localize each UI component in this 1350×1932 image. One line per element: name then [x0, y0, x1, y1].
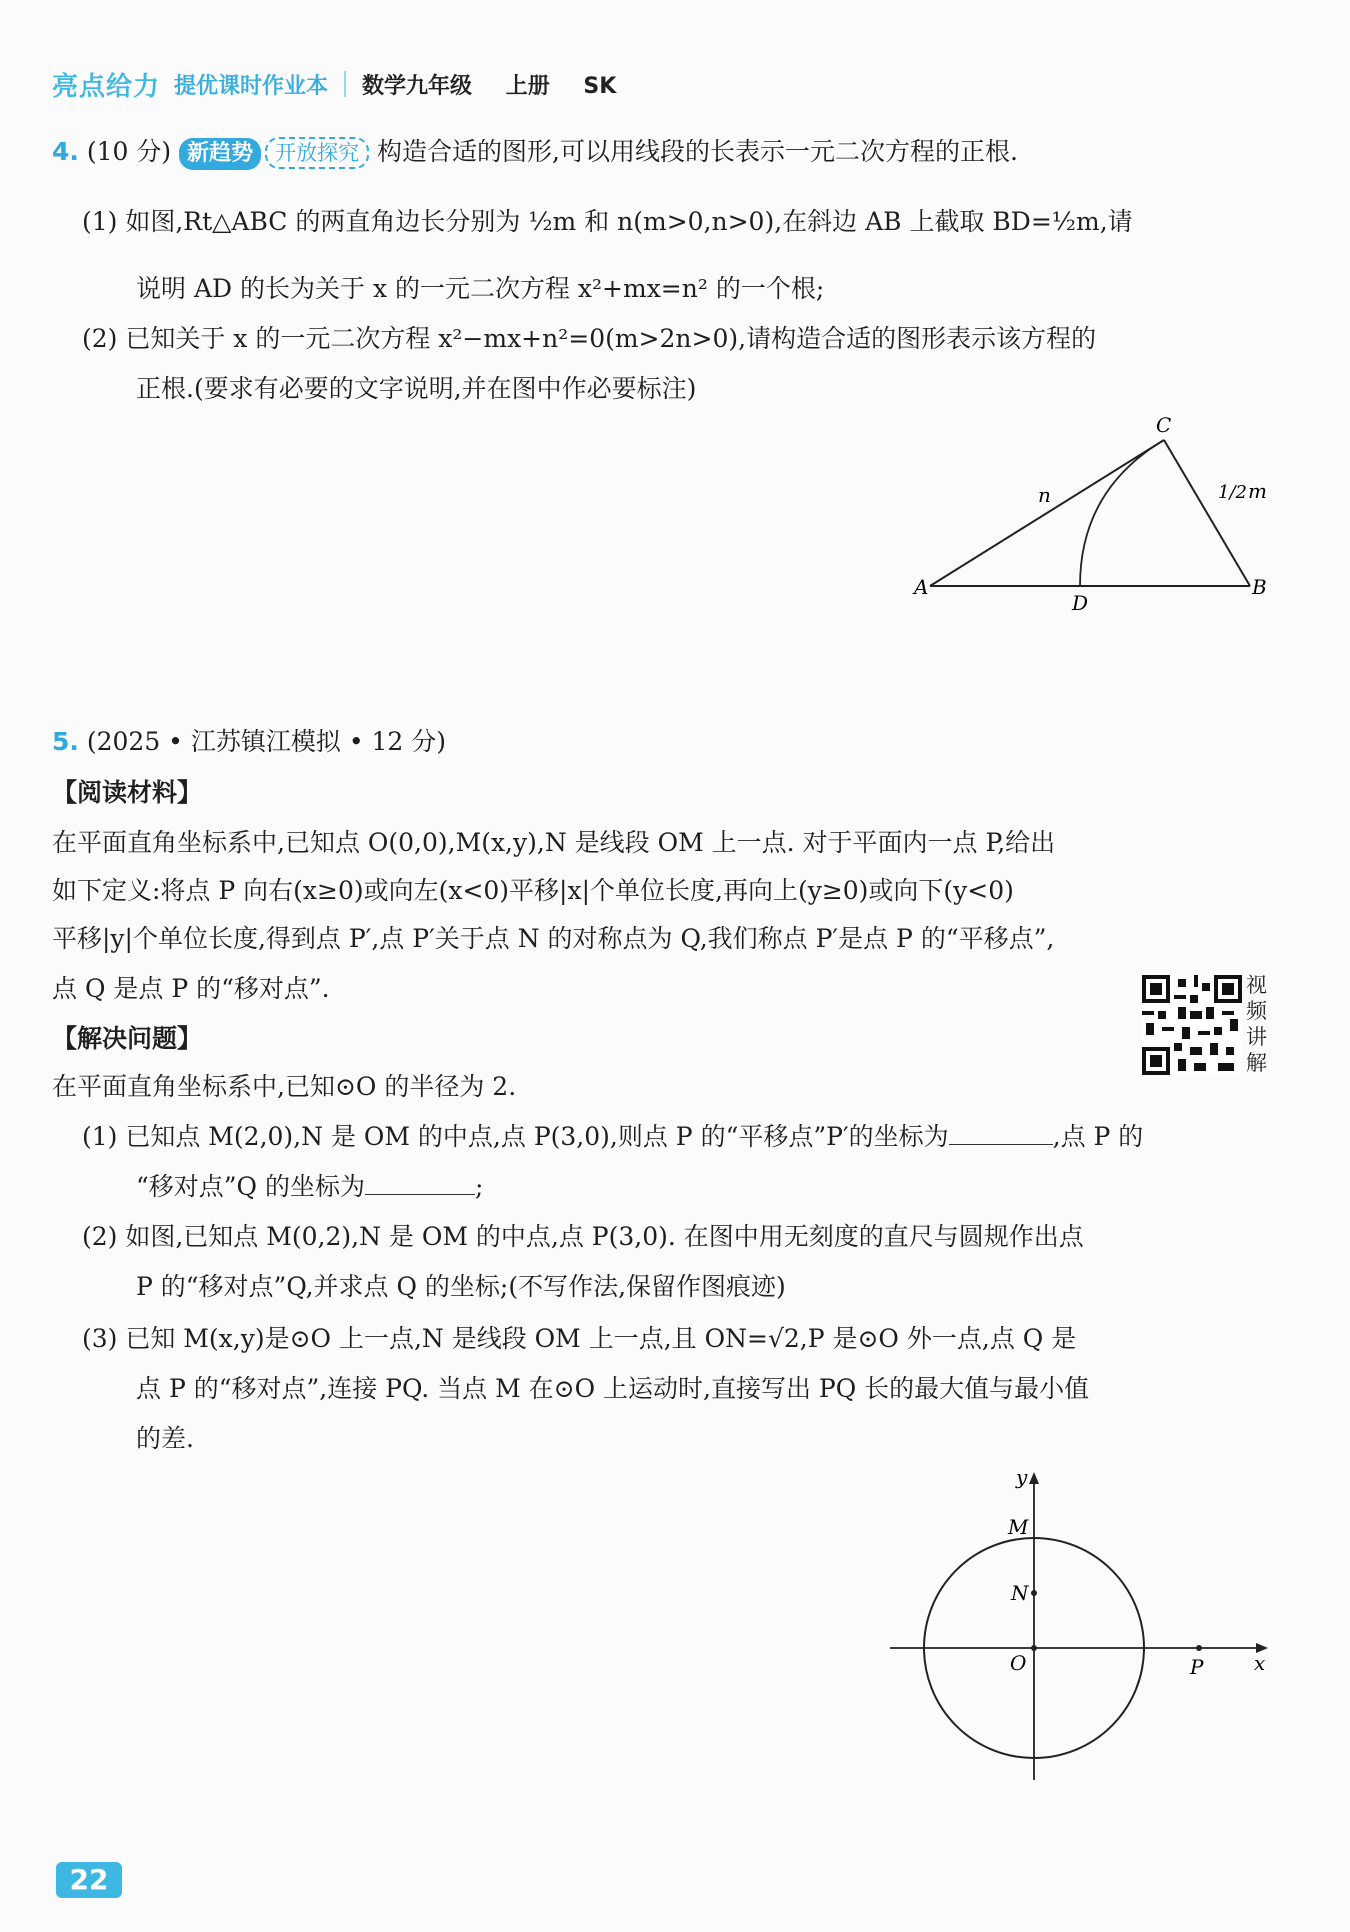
reading-line-3: 平移|y|个单位长度,得到点 P′,点 P′关于点 N 的对称点为 Q,我们称点 P′是点 P 的“平移点”, — [52, 924, 1055, 953]
point-n — [1031, 1590, 1037, 1596]
answer-blank-p-prime[interactable] — [949, 1120, 1053, 1145]
video-label-char: 频 — [1246, 999, 1267, 1023]
solve-intro: 在平面直角坐标系中,已知⊙O 的半径为 2. — [52, 1072, 517, 1101]
label-m: M — [1008, 1515, 1029, 1539]
video-label-char: 解 — [1246, 1051, 1267, 1075]
answer-blank-q[interactable] — [365, 1170, 475, 1195]
q5-part1-text-a: (1) 已知点 M(2,0),N 是 OM 的中点,点 P(3,0),则点 P 的“平移点”P′的坐标为 — [82, 1122, 949, 1151]
q5-part1-text-c: “移对点”Q 的坐标为 — [136, 1172, 366, 1201]
q5-part1-line2 — [136, 1170, 483, 1204]
reading-line-1: 在平面直角坐标系中,已知点 O(0,0),M(x,y),N 是线段 OM 上一点. 对于平面内一点 P,给出 — [52, 828, 1056, 857]
q4-part2-line2: 正根.(要求有必要的文字说明,并在图中作必要标注) — [136, 374, 697, 403]
q4-part2-line1: (2) 已知关于 x 的一元二次方程 x²−mx+n²=0(m>2n>0),请构造合适的图形表示该方程的 — [82, 324, 1097, 353]
q4-part1-line2: 说明 AD 的长为关于 x 的一元二次方程 x²+mx=n² 的一个根; — [136, 274, 825, 303]
video-label-char: 视 — [1246, 973, 1267, 997]
q4-part1-line1: (1) 如图,Rt△ABC 的两直角边长分别为 ½m 和 n(m>0,n>0),在斜边 AB 上截取 BD=½m,请 — [82, 207, 1133, 236]
reading-material-title: 【阅读材料】 — [52, 778, 203, 807]
side-ac — [930, 440, 1164, 586]
label-p: P — [1190, 1655, 1204, 1679]
reading-line-2: 如下定义:将点 P 向右(x≥0)或向左(x<0)平移|x|个单位长度,再向上(y≥0)或向下(y<0) — [52, 876, 1014, 905]
label-d: D — [1072, 591, 1089, 615]
q5-part1-line1 — [82, 1120, 1143, 1154]
q5-part1-text-b: ,点 P 的 — [1052, 1122, 1144, 1151]
q5-part1-text-d: ; — [475, 1172, 484, 1201]
solve-problem-title: 【解决问题】 — [52, 1024, 203, 1053]
q5-source: (2025 • 江苏镇江模拟 • 12 分) — [86, 727, 447, 756]
q5-part3-line2: 点 P 的“移对点”,连接 PQ. 当点 M 在⊙O 上运动时,直接写出 PQ 长的最大值与最小值 — [136, 1374, 1090, 1403]
edition-label: SK — [583, 73, 617, 99]
q4-triangle-figure — [900, 410, 1280, 620]
label-x: x — [1254, 1651, 1266, 1675]
q5-part3-line1: (3) 已知 M(x,y)是⊙O 上一点,N 是线段 OM 上一点,且 ON=√2,P 是⊙O 外一点,点 Q 是 — [82, 1324, 1077, 1353]
label-b: B — [1252, 575, 1267, 599]
video-label — [1246, 972, 1270, 1076]
q4-stem — [52, 135, 1018, 170]
tag-new-trend: 新趋势 — [179, 138, 261, 170]
brand-logo: 亮点给力 — [52, 71, 161, 102]
point-o — [1031, 1645, 1037, 1651]
q5-number: 5. — [52, 727, 79, 756]
q5-coordinate-figure — [880, 1460, 1280, 1795]
q5-part2-line2: P 的“移对点”Q,并求点 Q 的坐标;(不写作法,保留作图痕迹) — [136, 1272, 786, 1301]
q5-part2-line1: (2) 如图,已知点 M(0,2),N 是 OM 的中点,点 P(3,0). 在图中用无刻度的直尺与圆规作出点 — [82, 1222, 1084, 1251]
series-title: 提优课时作业本 — [174, 73, 329, 99]
tag-open-explore: 开放探究 — [265, 137, 369, 169]
q5-header — [52, 725, 446, 759]
subject-label: 数学九年级 — [362, 73, 473, 99]
label-half: 1/2 — [1218, 482, 1247, 503]
label-o: O — [1010, 1651, 1027, 1675]
page-header — [52, 64, 642, 104]
side-cb — [1164, 440, 1250, 586]
video-label-char: 讲 — [1246, 1025, 1267, 1049]
volume-label: 上册 — [505, 73, 550, 99]
label-y: y — [1016, 1465, 1028, 1489]
reading-line-4: 点 Q 是点 P 的“移对点”. — [52, 974, 330, 1003]
page-number: 22 — [56, 1862, 122, 1898]
label-m: m — [1248, 479, 1267, 503]
video-qr-code[interactable] — [1142, 975, 1242, 1075]
label-c: C — [1156, 413, 1172, 437]
label-a: A — [914, 575, 929, 599]
label-n: N — [1011, 1581, 1029, 1605]
book-info — [362, 69, 642, 100]
label-n: n — [1038, 483, 1051, 507]
y-axis-arrow — [1029, 1472, 1039, 1484]
point-p — [1196, 1645, 1202, 1651]
q4-number: 4. — [52, 137, 79, 166]
q5-part3-line3: 的差. — [136, 1424, 194, 1453]
arc-bd — [1080, 440, 1164, 586]
q4-stem-text: 构造合适的图形,可以用线段的长表示一元二次方程的正根. — [377, 137, 1018, 166]
q4-score: (10 分) — [86, 137, 172, 166]
header-divider — [344, 71, 346, 97]
